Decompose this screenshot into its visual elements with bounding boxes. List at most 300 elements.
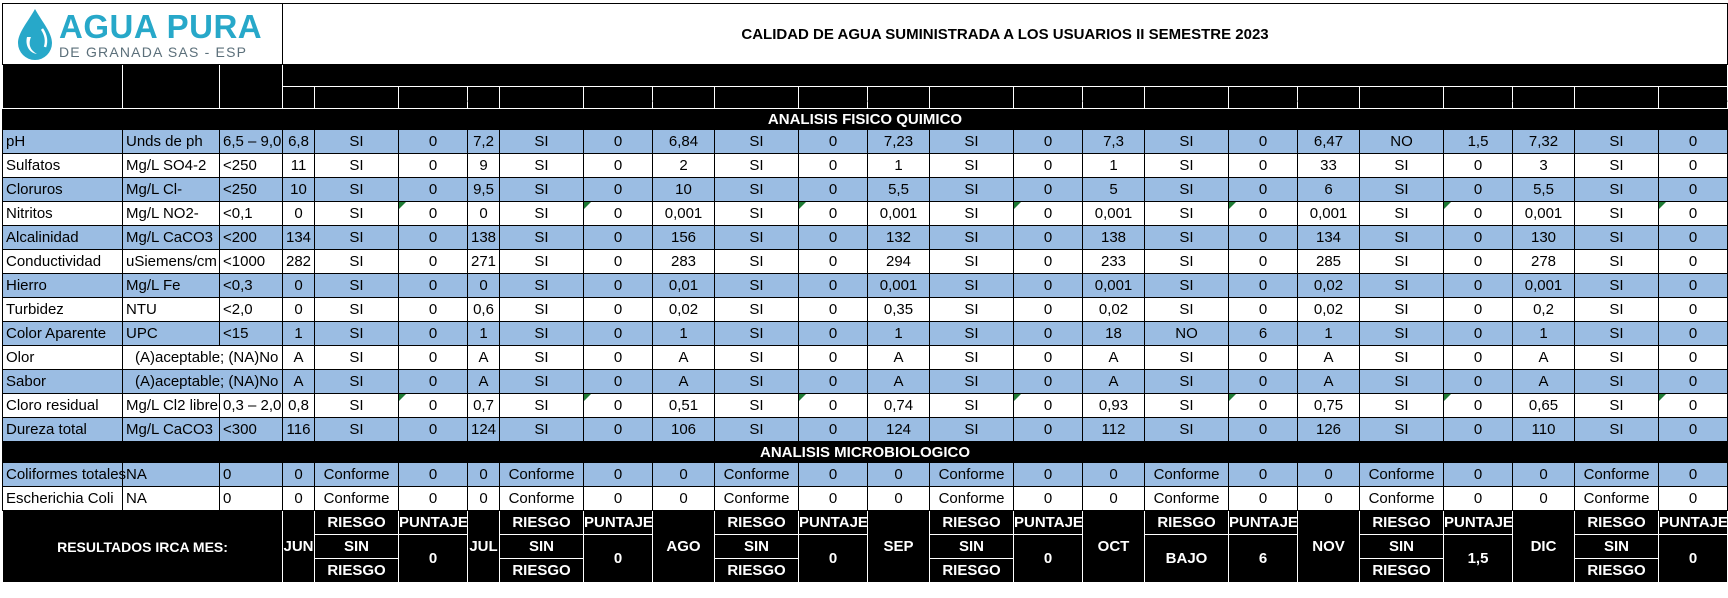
unit-cell: Mg/L CaCO3 [123, 226, 220, 250]
puntaje-cell: 0 [1014, 298, 1083, 322]
cumple-cell: SI [1360, 346, 1444, 370]
param-cell: Nitritos [3, 202, 123, 226]
cumple-cell: SI [1145, 346, 1229, 370]
value-cell: A [283, 370, 315, 394]
value-cell: A [1083, 370, 1145, 394]
cumple-header: ¿CUMPLE? [315, 87, 399, 109]
value-cell: 233 [1083, 250, 1145, 274]
table-row [3, 154, 1728, 178]
month-header-ago: AGO [653, 87, 715, 109]
cumple-cell: SI [1575, 130, 1659, 154]
value-cell: 116 [283, 418, 315, 442]
value-cell: 0,7 [468, 394, 500, 418]
logo-brand-name: AGUA PURA [59, 7, 263, 45]
puntaje-cell: 0 [399, 154, 468, 178]
puntaje-header: PUNTAJE [399, 87, 468, 109]
cumple-cell: SI [500, 226, 584, 250]
value-cell: A [1513, 346, 1575, 370]
puntaje-cell: 0 [399, 178, 468, 202]
puntaje-cell: 0 [584, 418, 653, 442]
page-title: CALIDAD DE AGUA SUMINISTRADA A LOS USUARIOS II SEMESTRE 2023 [283, 4, 1728, 65]
value-cell: 7,32 [1513, 130, 1575, 154]
cumple-cell: NO [1145, 322, 1229, 346]
value-cell: 126 [1298, 418, 1360, 442]
value-cell: 134 [283, 226, 315, 250]
value-cell: 0 [868, 487, 930, 511]
value-cell: 124 [868, 418, 930, 442]
cumple-cell: SI [930, 226, 1014, 250]
cumple-cell: SI [1575, 226, 1659, 250]
value-cell: 138 [1083, 226, 1145, 250]
param-cell: Escherichia Coli [3, 487, 123, 511]
cumple-cell: SI [1145, 394, 1229, 418]
value-cell: 10 [653, 178, 715, 202]
value-cell: A [1083, 346, 1145, 370]
value-cell: 0,001 [1513, 274, 1575, 298]
value-cell: A [1298, 346, 1360, 370]
param-cell: Turbidez [3, 298, 123, 322]
irca-riesgo-header: RIESGO [930, 511, 1014, 535]
cumple-cell: SI [315, 346, 399, 370]
month-header-nov: NOV [1298, 87, 1360, 109]
cumple-header: ¿CUMPLE? [1360, 87, 1444, 109]
cumple-cell: Conforme [715, 487, 799, 511]
cumple-cell: SI [715, 274, 799, 298]
unit-cell: Mg/L Cl2 libre [123, 394, 220, 418]
cumple-cell: SI [1360, 154, 1444, 178]
cumple-cell: Conforme [930, 463, 1014, 487]
param-cell: Coliformes totales [3, 463, 123, 487]
cumple-cell: Conforme [1575, 487, 1659, 511]
irca-puntaje-header: PUNTAJE [799, 511, 868, 535]
puntaje-cell: 0 [1229, 154, 1298, 178]
range-cell: <0,1 [220, 202, 283, 226]
puntaje-cell: 0 [1229, 394, 1298, 418]
puntaje-cell: 0 [399, 487, 468, 511]
puntaje-cell: 0 [584, 346, 653, 370]
cumple-cell: SI [1360, 226, 1444, 250]
puntaje-cell: 0 [799, 154, 868, 178]
irca-riesgo-value: SIN [1575, 535, 1659, 559]
irca-riesgo-value: RIESGO [315, 559, 399, 583]
table-row [3, 463, 1728, 487]
value-cell: 0,001 [868, 274, 930, 298]
irca-month-jul: JUL [468, 511, 500, 583]
cumple-cell: SI [715, 130, 799, 154]
puntaje-cell: 0 [584, 298, 653, 322]
section-fisico-quimico: ANALISIS FISICO QUIMICO [3, 109, 1728, 130]
puntaje-cell: 0 [1229, 130, 1298, 154]
value-cell: 0 [1513, 487, 1575, 511]
cumple-cell: SI [715, 418, 799, 442]
range-cell: <200 [220, 226, 283, 250]
irca-month-jun: JUN [283, 511, 315, 583]
month-header-sep: SEP [868, 87, 930, 109]
puntaje-cell: 0 [1014, 487, 1083, 511]
cumple-cell: SI [1575, 346, 1659, 370]
value-cell: 130 [1513, 226, 1575, 250]
puntaje-cell: 0 [584, 394, 653, 418]
puntaje-cell: 0 [799, 418, 868, 442]
param-cell: Sulfatos [3, 154, 123, 178]
puntaje-cell: 0 [399, 370, 468, 394]
header-rango: RANGO [220, 65, 283, 109]
puntaje-cell: 0 [1014, 202, 1083, 226]
cumple-cell: SI [1145, 178, 1229, 202]
cumple-cell: SI [1575, 202, 1659, 226]
irca-month-dic: DIC [1513, 511, 1575, 583]
puntaje-cell: 0 [1659, 226, 1728, 250]
value-cell: 283 [653, 250, 715, 274]
value-cell: 18 [1083, 322, 1145, 346]
value-cell: 1 [868, 322, 930, 346]
cumple-cell: SI [1575, 250, 1659, 274]
puntaje-cell: 0 [1659, 154, 1728, 178]
puntaje-cell: 0 [799, 130, 868, 154]
value-cell: 0,6 [468, 298, 500, 322]
value-cell: 7,3 [1083, 130, 1145, 154]
cumple-cell: SI [1360, 394, 1444, 418]
value-cell: 0 [1513, 463, 1575, 487]
irca-riesgo-value: SIN [500, 535, 584, 559]
param-cell: Sabor [3, 370, 123, 394]
cumple-cell: SI [715, 370, 799, 394]
puntaje-cell: 0 [1444, 394, 1513, 418]
puntaje-cell: 0 [1659, 202, 1728, 226]
cumple-cell: SI [1360, 274, 1444, 298]
value-cell: 0 [283, 463, 315, 487]
table-row [3, 250, 1728, 274]
unit-cell: (A)aceptable; (NA)No [123, 370, 283, 394]
range-cell: 0 [220, 487, 283, 511]
irca-month-oct: OCT [1083, 511, 1145, 583]
cumple-cell: Conforme [1145, 463, 1229, 487]
value-cell: 0,51 [653, 394, 715, 418]
irca-month-sep: SEP [868, 511, 930, 583]
puntaje-cell: 0 [1659, 250, 1728, 274]
logo-brand-subtitle: DE GRANADA SAS - ESP [59, 43, 248, 60]
cumple-cell: SI [500, 154, 584, 178]
value-cell: 0,2 [1513, 298, 1575, 322]
puntaje-cell: 0 [1229, 298, 1298, 322]
irca-riesgo-value: RIESGO [500, 559, 584, 583]
puntaje-cell: 0 [1444, 418, 1513, 442]
cumple-cell: SI [1145, 298, 1229, 322]
table-row [3, 298, 1728, 322]
cumple-header: ¿CUMPLE? [1145, 87, 1229, 109]
puntaje-cell: 0 [1444, 487, 1513, 511]
value-cell: 294 [868, 250, 930, 274]
cumple-cell: SI [715, 394, 799, 418]
cumple-cell: SI [315, 274, 399, 298]
puntaje-cell: 0 [399, 394, 468, 418]
value-cell: 9,5 [468, 178, 500, 202]
cumple-cell: SI [1145, 154, 1229, 178]
unit-cell: NA [123, 487, 220, 511]
irca-puntaje-value: 0 [1659, 535, 1728, 583]
puntaje-cell: 0 [1444, 346, 1513, 370]
value-cell: 3 [1513, 154, 1575, 178]
cumple-cell: SI [930, 250, 1014, 274]
cumple-cell: SI [1360, 370, 1444, 394]
table-row [3, 418, 1728, 442]
cumple-cell: SI [1360, 202, 1444, 226]
month-header-dic: DIC [1513, 87, 1575, 109]
table-row [3, 487, 1728, 511]
cumple-cell: SI [500, 178, 584, 202]
cumple-cell: SI [500, 322, 584, 346]
irca-puntaje-header: PUNTAJE [1014, 511, 1083, 535]
cumple-header: ¿CUMPLE? [715, 87, 799, 109]
cumple-cell: SI [315, 370, 399, 394]
value-cell: 1 [1083, 154, 1145, 178]
cumple-cell: Conforme [1360, 487, 1444, 511]
value-cell: 2 [653, 154, 715, 178]
value-cell: 278 [1513, 250, 1575, 274]
puntaje-cell: 0 [584, 274, 653, 298]
irca-riesgo-value: RIESGO [930, 559, 1014, 583]
cumple-cell: SI [500, 250, 584, 274]
cumple-cell: SI [930, 418, 1014, 442]
value-cell: 10 [283, 178, 315, 202]
value-cell: 0,35 [868, 298, 930, 322]
puntaje-cell: 0 [1444, 226, 1513, 250]
range-cell: <2,0 [220, 298, 283, 322]
cumple-cell: SI [715, 202, 799, 226]
irca-puntaje-value: 0 [584, 535, 653, 583]
value-cell: 0 [283, 487, 315, 511]
puntaje-cell: 0 [799, 370, 868, 394]
value-cell: 0 [1298, 487, 1360, 511]
value-cell: 5,5 [868, 178, 930, 202]
water-quality-table [2, 3, 1728, 583]
value-cell: A [868, 346, 930, 370]
puntaje-cell: 0 [1444, 463, 1513, 487]
cumple-cell: SI [1145, 370, 1229, 394]
value-cell: 1 [653, 322, 715, 346]
value-cell: 285 [1298, 250, 1360, 274]
value-cell: 0 [1083, 463, 1145, 487]
unit-cell: Unds de ph [123, 130, 220, 154]
irca-riesgo-value: SIN [315, 535, 399, 559]
puntaje-cell: 0 [399, 463, 468, 487]
cumple-cell: SI [500, 346, 584, 370]
cumple-cell: NO [1360, 130, 1444, 154]
cumple-cell: SI [315, 394, 399, 418]
puntaje-cell: 0 [799, 202, 868, 226]
cumple-cell: Conforme [500, 487, 584, 511]
cumple-cell: SI [930, 202, 1014, 226]
irca-puntaje-value: 6 [1229, 535, 1298, 583]
puntaje-cell: 0 [399, 226, 468, 250]
puntaje-cell: 0 [1659, 487, 1728, 511]
param-cell: Dureza total [3, 418, 123, 442]
cumple-cell: SI [715, 226, 799, 250]
cumple-header: ¿CUMPLE? [500, 87, 584, 109]
value-cell: A [868, 370, 930, 394]
puntaje-cell: 0 [1229, 370, 1298, 394]
puntaje-cell: 0 [584, 154, 653, 178]
header-parametro: PARAMETRO [3, 65, 123, 109]
puntaje-cell: 0 [1014, 274, 1083, 298]
cumple-cell: Conforme [930, 487, 1014, 511]
irca-puntaje-header: PUNTAJE [1229, 511, 1298, 535]
puntaje-cell: 0 [1444, 250, 1513, 274]
value-cell: 0 [653, 487, 715, 511]
puntaje-cell: 0 [1444, 178, 1513, 202]
value-cell: 0,02 [1083, 298, 1145, 322]
value-cell: 0,001 [1298, 202, 1360, 226]
puntaje-cell: 0 [799, 463, 868, 487]
value-cell: 6,47 [1298, 130, 1360, 154]
value-cell: 134 [1298, 226, 1360, 250]
irca-month-nov: NOV [1298, 511, 1360, 583]
cumple-cell: SI [930, 322, 1014, 346]
cumple-cell: SI [1575, 298, 1659, 322]
cumple-cell: SI [315, 250, 399, 274]
puntaje-cell: 0 [1014, 226, 1083, 250]
value-cell: 0 [468, 463, 500, 487]
cumple-cell: SI [315, 418, 399, 442]
cumple-cell: SI [715, 250, 799, 274]
cumple-cell: SI [315, 298, 399, 322]
irca-month-ago: AGO [653, 511, 715, 583]
puntaje-cell: 0 [584, 463, 653, 487]
irca-puntaje-header: PUNTAJE [584, 511, 653, 535]
unit-cell: Mg/L Fe [123, 274, 220, 298]
cumple-cell: SI [930, 394, 1014, 418]
puntaje-cell: 0 [799, 346, 868, 370]
value-cell: 7,23 [868, 130, 930, 154]
cumple-cell: SI [500, 370, 584, 394]
puntaje-cell: 0 [399, 202, 468, 226]
cumple-cell: SI [930, 274, 1014, 298]
puntaje-cell: 0 [1014, 178, 1083, 202]
cumple-cell: SI [315, 322, 399, 346]
puntaje-cell: 0 [1014, 130, 1083, 154]
value-cell: 0,02 [1298, 274, 1360, 298]
value-cell: 0 [1298, 463, 1360, 487]
value-cell: 1 [868, 154, 930, 178]
cumple-cell: SI [1575, 370, 1659, 394]
value-cell: 1 [1513, 322, 1575, 346]
cumple-cell: SI [315, 226, 399, 250]
cumple-cell: SI [500, 202, 584, 226]
table-row [3, 370, 1728, 394]
puntaje-cell: 0 [799, 487, 868, 511]
logo-cell [3, 4, 283, 65]
irca-puntaje-value: 1,5 [1444, 535, 1513, 583]
puntaje-cell: 0 [399, 298, 468, 322]
cumple-cell: Conforme [315, 487, 399, 511]
unit-cell: Mg/L SO4-2 [123, 154, 220, 178]
value-cell: 0,001 [1513, 202, 1575, 226]
header-resultados: RESULTADOS [283, 65, 1728, 87]
puntaje-cell: 0 [1444, 154, 1513, 178]
puntaje-cell: 1,5 [1444, 130, 1513, 154]
value-cell: 0,74 [868, 394, 930, 418]
puntaje-cell: 0 [399, 130, 468, 154]
puntaje-cell: 0 [799, 250, 868, 274]
value-cell: 6 [1298, 178, 1360, 202]
value-cell: 0 [468, 274, 500, 298]
value-cell: A [653, 370, 715, 394]
value-cell: 6,84 [653, 130, 715, 154]
cumple-cell: SI [500, 394, 584, 418]
puntaje-cell: 0 [1014, 418, 1083, 442]
puntaje-cell: 0 [1659, 130, 1728, 154]
cumple-cell: SI [1360, 250, 1444, 274]
puntaje-cell: 0 [1229, 178, 1298, 202]
cumple-cell: SI [500, 418, 584, 442]
unit-cell: UPC [123, 322, 220, 346]
cumple-cell: SI [500, 274, 584, 298]
puntaje-cell: 0 [1444, 202, 1513, 226]
month-header-jul: JUL [468, 87, 500, 109]
cumple-cell: SI [1575, 178, 1659, 202]
water-drop-icon [15, 7, 55, 61]
puntaje-cell: 0 [584, 370, 653, 394]
range-cell: <300 [220, 418, 283, 442]
puntaje-cell: 0 [399, 250, 468, 274]
value-cell: A [468, 370, 500, 394]
cumple-cell: Conforme [715, 463, 799, 487]
value-cell: 0 [1083, 487, 1145, 511]
puntaje-cell: 0 [799, 178, 868, 202]
range-cell: <250 [220, 178, 283, 202]
cumple-cell: SI [1145, 274, 1229, 298]
puntaje-cell: 0 [1014, 463, 1083, 487]
puntaje-cell: 0 [1659, 178, 1728, 202]
param-cell: pH [3, 130, 123, 154]
unit-cell: NTU [123, 298, 220, 322]
value-cell: 0 [468, 202, 500, 226]
value-cell: 0,8 [283, 394, 315, 418]
cumple-cell: SI [715, 298, 799, 322]
irca-puntaje-header: PUNTAJE [1659, 511, 1728, 535]
param-cell: Olor [3, 346, 123, 370]
range-cell: 6,5 – 9,0 [220, 130, 283, 154]
value-cell: 6,8 [283, 130, 315, 154]
puntaje-cell: 0 [1014, 250, 1083, 274]
puntaje-cell: 0 [1229, 250, 1298, 274]
puntaje-header: PUNTAJE [1659, 87, 1728, 109]
value-cell: 0,001 [1083, 202, 1145, 226]
puntaje-cell: 0 [1444, 322, 1513, 346]
cumple-cell: SI [930, 130, 1014, 154]
puntaje-cell: 0 [1659, 298, 1728, 322]
irca-riesgo-header: RIESGO [1575, 511, 1659, 535]
puntaje-cell: 0 [399, 274, 468, 298]
irca-riesgo-header: RIESGO [715, 511, 799, 535]
puntaje-cell: 0 [399, 346, 468, 370]
value-cell: 156 [653, 226, 715, 250]
puntaje-cell: 0 [799, 226, 868, 250]
irca-riesgo-value: RIESGO [1575, 559, 1659, 583]
unit-cell: NA [123, 463, 220, 487]
cumple-cell: SI [1145, 130, 1229, 154]
cumple-cell: SI [715, 346, 799, 370]
table-row [3, 226, 1728, 250]
range-cell: 0,3 – 2,0 [220, 394, 283, 418]
range-cell: <0,3 [220, 274, 283, 298]
puntaje-cell: 0 [584, 202, 653, 226]
table-row [3, 346, 1728, 370]
cumple-cell: SI [715, 178, 799, 202]
cumple-cell: SI [1145, 202, 1229, 226]
table-row [3, 202, 1728, 226]
param-cell: Cloruros [3, 178, 123, 202]
